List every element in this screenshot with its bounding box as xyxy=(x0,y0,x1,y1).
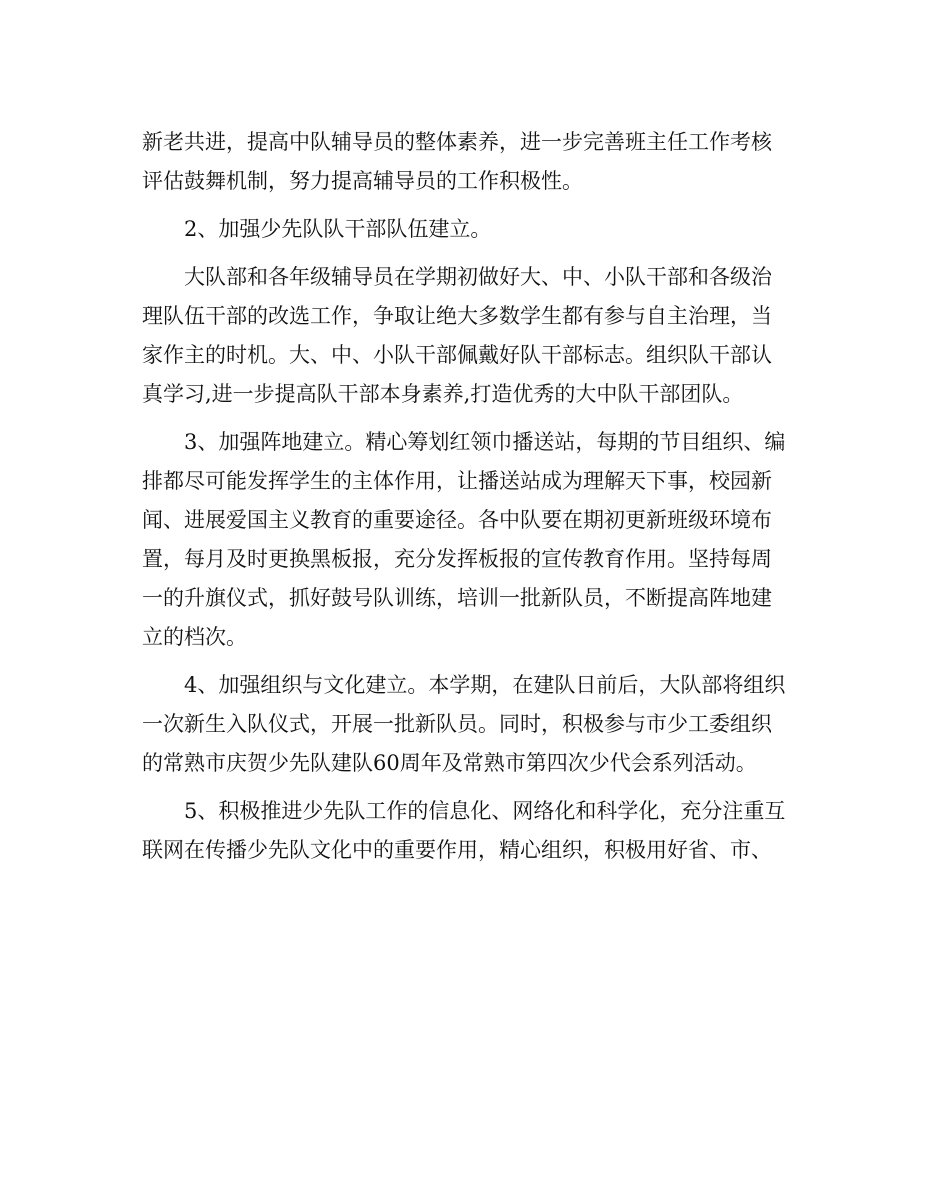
paragraph-item-2 xyxy=(142,210,810,249)
text-line: 评估鼓舞机制，努力提高辅导员的工作积极性。 xyxy=(142,169,583,193)
text-line: 新老共进，提高中队辅导员的整体素养，进一步完善班主任工作考核 xyxy=(142,130,772,154)
text-line: 排都尽可能发挥学生的主体作用，让播送站成为理解天下事，校园新 xyxy=(142,469,772,493)
text-line: 的常熟市庆贺少先队建队60周年及常熟市第四次少代会系列活动。 xyxy=(142,751,757,775)
paragraph-item-4 xyxy=(142,666,810,783)
paragraph-team-cadres xyxy=(142,258,810,414)
text-line: 闻、进展爱国主义教育的重要途径。各中队要在期初更新班级环境布 xyxy=(142,508,772,532)
text-line: 2、加强少先队队干部队伍建立。 xyxy=(184,217,492,241)
text-line: 立的档次。 xyxy=(142,625,247,649)
text-line: 置，每月及时更换黑板报，充分发挥板报的宣传教育作用。坚持每周 xyxy=(142,547,772,571)
text-line: 联网在传播少先队文化中的重要作用，精心组织，积极用好省、市、 xyxy=(142,838,772,862)
document-body xyxy=(142,123,810,870)
text-line: 理队伍干部的改选工作，争取让绝大多数学生都有参与自主治理，当 xyxy=(142,304,772,328)
text-line: 3、加强阵地建立。精心筹划红领巾播送站，每期的节目组织、编 xyxy=(184,430,786,454)
text-line: 5、积极推进少先队工作的信息化、网络化和科学化，充分注重互 xyxy=(184,799,786,823)
paragraph-item-3 xyxy=(142,423,810,657)
text-line: 4、加强组织与文化建立。本学期，在建队日前后，大队部将组织 xyxy=(184,673,786,697)
text-line: 一次新生入队仪式，开展一批新队员。同时，积极参与市少工委组织 xyxy=(142,712,772,736)
text-line: 一的升旗仪式，抓好鼓号队训练，培训一批新队员，不断提高阵地建 xyxy=(142,586,772,610)
paragraph-item-5 xyxy=(142,792,810,870)
paragraph-continuation xyxy=(142,123,810,201)
text-line: 真学习,进一步提高队干部本身素养,打造优秀的大中队干部团队。 xyxy=(142,382,744,406)
text-line: 家作主的时机。大、中、小队干部佩戴好队干部标志。组织队干部认 xyxy=(142,343,772,367)
text-line: 大队部和各年级辅导员在学期初做好大、中、小队干部和各级治 xyxy=(184,265,772,289)
